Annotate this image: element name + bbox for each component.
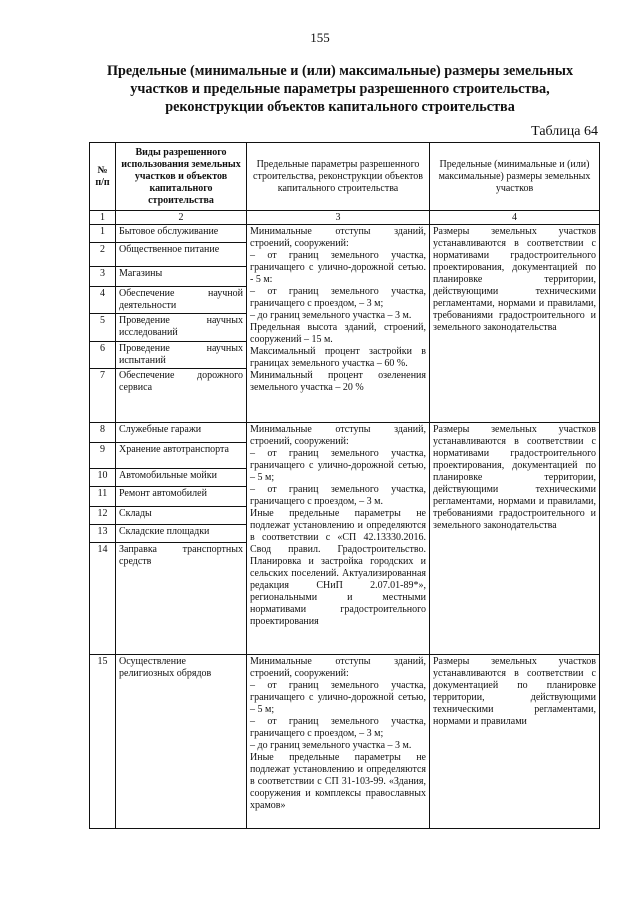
row-number: 15 xyxy=(90,655,116,829)
header-num: № п/п xyxy=(90,143,116,211)
page-title: Предельные (минимальные и (или) максимальные) размеры земельных участков и предельные параметры разрешенного строительства, реконструкции объектов капитального строительства xyxy=(106,63,574,115)
row-number: 8 xyxy=(90,423,116,443)
row-number: 4 xyxy=(90,287,116,314)
table-caption: Таблица 64 xyxy=(531,124,598,139)
row-kind: Обеспечение дорожного сервиса xyxy=(116,369,247,423)
param-line: – до границ земельного участка – 3 м. xyxy=(250,310,412,321)
param-line: Минимальные отступы зданий, строений, сооружений: xyxy=(250,226,426,249)
param-line: Иные предельные параметры не подлежат установлению и определяются в соответствии с СП 31-103-99. «Здания, сооружения и комплексы православных храмов» xyxy=(250,752,426,811)
group1-limits: Размеры земельных участков устанавливаются в соответствии с нормативами градостроительного проектирования, документацией по планировке территории, действующими техническими регламентами, нормами и правилами, требованиями градостроительного и земельного законодательства xyxy=(430,225,600,423)
row-kind: Заправка транспортных средств xyxy=(116,543,247,655)
row-kind: Автомобильные мойки xyxy=(116,469,247,487)
param-line: – от границ земельного участка, граничащего с проездом, – 3 м. xyxy=(250,484,426,507)
row-number: 14 xyxy=(90,543,116,655)
regulations-table xyxy=(89,142,600,829)
param-line: Иные предельные параметры не подлежат установлению и определяются в соответствии с «СП 42.13330.2016. Свод правил. Градостроительство. Планировка и застройка городских и сельских поселений. Актуализированная редакция СНиП 2.07.01-89*», региональными и местными нормативами градостроительного проектирования xyxy=(250,508,426,627)
header-kind: Виды разрешенного использования земельных участков и объектов капитального строительства xyxy=(116,143,247,211)
row-kind: Склады xyxy=(116,507,247,525)
param-line: – от границ земельного участка, граничащего с улично-дорожной сетью, – 5 м; xyxy=(250,680,426,715)
row-kind: Осуществление религиозных обрядов xyxy=(116,655,247,829)
header-params: Предельные параметры разрешенного строительства, реконструкции объектов капитального строительства xyxy=(247,143,430,211)
param-line: – от границ земельного участка, граничащего с улично-дорожной сетью, – 5 м; xyxy=(250,448,426,483)
param-line: – до границ земельного участка – 3 м. xyxy=(250,740,412,751)
row-number: 11 xyxy=(90,487,116,507)
row-kind: Бытовое обслуживание xyxy=(116,225,247,243)
row-number: 5 xyxy=(90,314,116,342)
index-row xyxy=(90,211,600,225)
page-number: 155 xyxy=(310,30,330,45)
row-number: 1 xyxy=(90,225,116,243)
group2-params xyxy=(247,423,430,655)
table-row xyxy=(90,655,600,829)
row-kind: Проведение научных испытаний xyxy=(116,342,247,369)
param-line: – от границ земельного участка, граничащего с улично-дорожной сетью. - 5 м: xyxy=(250,250,426,285)
table-row xyxy=(90,225,600,243)
group3-params xyxy=(247,655,430,829)
row-kind: Ремонт автомобилей xyxy=(116,487,247,507)
group1-params xyxy=(247,225,430,423)
param-line: Минимальный процент озеленения земельного участка – 20 % xyxy=(250,370,426,393)
row-number: 13 xyxy=(90,525,116,543)
row-kind: Служебные гаражи xyxy=(116,423,247,443)
param-line: Максимальный процент застройки в границах земельного участка – 60 %. xyxy=(250,346,426,369)
param-line: Минимальные отступы зданий, строений, сооружений: xyxy=(250,656,426,679)
header-row xyxy=(90,143,600,211)
row-kind: Хранение автотранспорта xyxy=(116,443,247,469)
param-line: – от границ земельного участка, граничащего с проездом, – 3 м; xyxy=(250,716,426,739)
row-number: 10 xyxy=(90,469,116,487)
table-row xyxy=(90,423,600,443)
row-kind: Обеспечение научной деятельности xyxy=(116,287,247,314)
row-kind: Проведение научных исследований xyxy=(116,314,247,342)
param-line: Минимальные отступы зданий, строений, сооружений: xyxy=(250,424,426,447)
index-cell: 4 xyxy=(430,211,600,225)
row-number: 9 xyxy=(90,443,116,469)
index-cell: 3 xyxy=(247,211,430,225)
row-number: 2 xyxy=(90,243,116,267)
header-limits: Предельные (минимальные и (или) максимальные) размеры земельных участков xyxy=(430,143,600,211)
row-kind: Общественное питание xyxy=(116,243,247,267)
row-number: 3 xyxy=(90,267,116,287)
group3-limits: Размеры земельных участков устанавливаются в соответствии с документацией по планировке территории, действующими техническими регламентами, нормами и правилами xyxy=(430,655,600,829)
row-kind: Складские площадки xyxy=(116,525,247,543)
param-line: Предельная высота зданий, строений, сооружений – 15 м. xyxy=(250,322,426,345)
param-line: – от границ земельного участка, граничащего с проездом, – 3 м; xyxy=(250,286,426,309)
row-number: 6 xyxy=(90,342,116,369)
row-kind: Магазины xyxy=(116,267,247,287)
index-cell: 2 xyxy=(116,211,247,225)
row-number: 7 xyxy=(90,369,116,423)
row-number: 12 xyxy=(90,507,116,525)
index-cell: 1 xyxy=(90,211,116,225)
group2-limits: Размеры земельных участков устанавливаются в соответствии с нормативами градостроительного проектирования, документацией по планировке территории, действующими техническими регламентами, нормами и правилами, требованиями градостроительного и земельного законодательства xyxy=(430,423,600,655)
